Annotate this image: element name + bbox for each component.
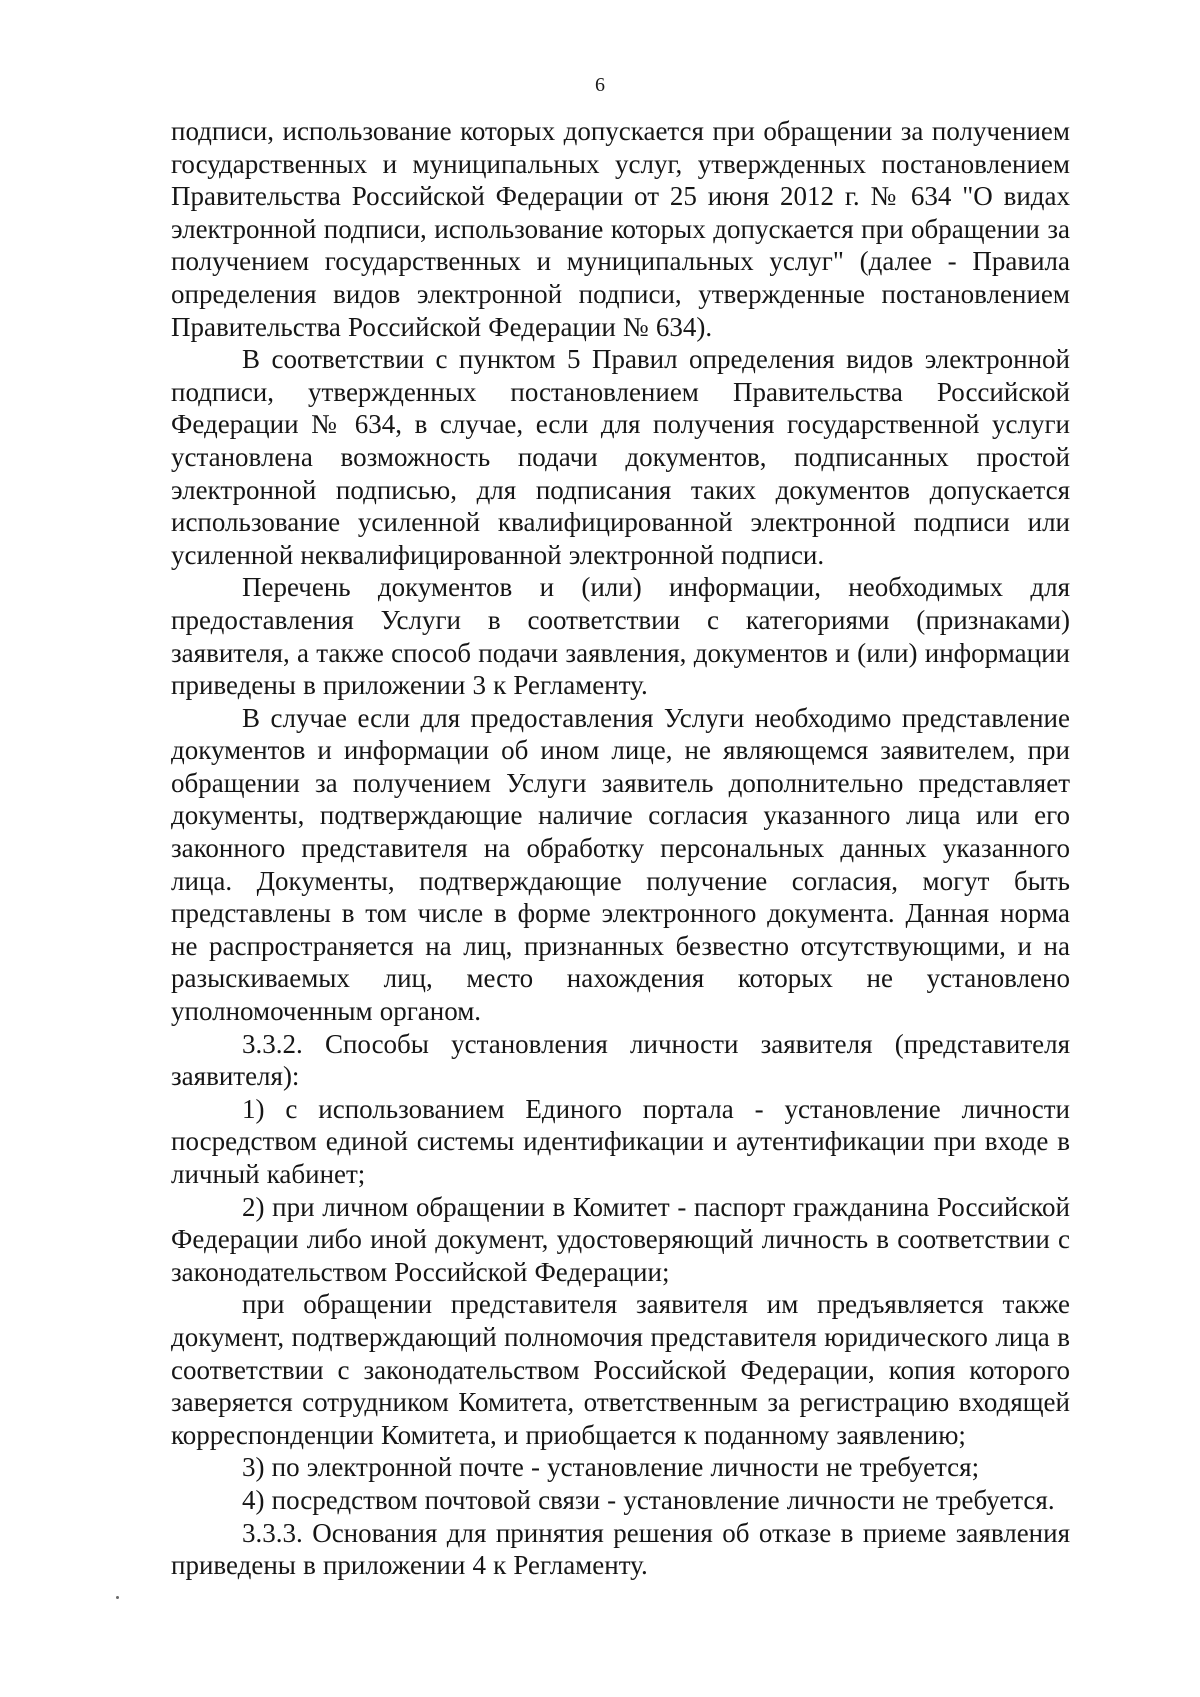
list-item-2: 2) при личном обращении в Комитет - паспорт гражданина Российской Федерации либо иной документ, удостоверяющий личность в соответствии с законодательством Российской Федерации;: [171, 1191, 1070, 1287]
section-heading-3-3-2: 3.3.2. Способы установления личности заявителя (представителя заявителя):: [171, 1028, 1070, 1092]
document-body: [171, 115, 1070, 1582]
paragraph-representative: при обращении представителя заявителя им предъявляется также документ, подтверждающий полномочия представителя юридического лица в соответствии с законодательством Российской Федерации, копия которого заверяется сотрудником Комитета, ответственным за регистрацию входящей корреспонденции Комитета, и приобщается к поданному заявлению;: [171, 1289, 1070, 1450]
scan-artifact-dot: [116, 1596, 119, 1599]
list-item-3: 3) по электронной почте - установление личности не требуется;: [242, 1452, 980, 1483]
list-item-1: 1) с использованием Единого портала - установление личности посредством единой системы идентификации и аутентификации при входе в личный кабинет;: [171, 1093, 1070, 1189]
page-number: 6: [595, 74, 605, 96]
section-heading-3-3-3: 3.3.3. Основания для принятия решения об отказе в приеме заявления приведены в приложении 4 к Регламенту.: [171, 1517, 1070, 1581]
paragraph-documents-list: Перечень документов и (или) информации, необходимых для предоставления Услуги в соответствии с категориями (признаками) заявителя, а также способ подачи заявления, документов и (или) информации приведены в приложении 3 к Регламенту.: [171, 572, 1070, 701]
paragraph-signature-rules: В соответствии с пунктом 5 Правил определения видов электронной подписи, утвержденных постановлением Правительства Российской Федерации № 634, в случае, если для получения государственной услуги установлена возможность подачи документов, подписанных простой электронной подписью, для подписания таких документов допускается использование усиленной квалифицированной электронной подписи или усиленной неквалифицированной электронной подписи.: [171, 344, 1070, 570]
list-item-4: 4) посредством почтовой связи - установление личности не требуется.: [242, 1484, 1055, 1515]
paragraph-continuation: подписи, использование которых допускается при обращении за получением государственных и муниципальных услуг, утвержденных постановлением Правительства Российской Федерации от 25 июня 2012 г. № 634 "О видах электронной подписи, использование которых допускается при обращении за получением государственных и муниципальных услуг" (далее - Правила определения видов электронной подписи, утвержденные постановлением Правительства Российской Федерации № 634).: [171, 116, 1070, 342]
paragraph-third-party-consent: В случае если для предоставления Услуги необходимо представление документов и информации об ином лице, не являющемся заявителем, при обращении за получением Услуги заявитель дополнительно представляет документы, подтверждающие наличие согласия указанного лица или его законного представителя на обработку персональных данных указанного лица. Документы, подтверждающие получение согласия, могут быть представлены в том числе в форме электронного документа. Данная норма не распространяется на лиц, признанных безвестно отсутствующими, и на разыскиваемых лиц, место нахождения которых не установлено уполномоченным органом.: [171, 702, 1070, 1027]
